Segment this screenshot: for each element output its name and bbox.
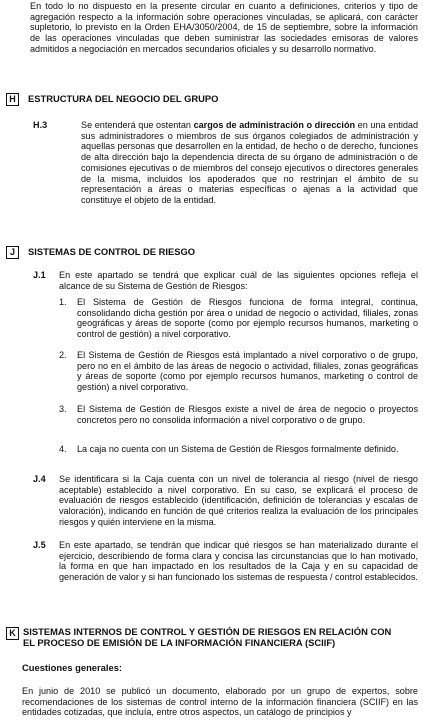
section-j-heading [6, 246, 418, 259]
j4-code: J.4 [33, 474, 46, 484]
h3-text-start: Se entenderá que ostentan [81, 120, 194, 130]
section-k-heading [6, 627, 418, 648]
list-item-number: 1. [59, 297, 67, 307]
j5-code: J.5 [33, 540, 46, 550]
list-item-number: 2. [59, 350, 67, 360]
j5-paragraph: En este apartado, se tendrán que indicar qué riesgos se han materializado durante el ejercicio, describiendo de forma clara y concisa las circunstancias que lo han motivado, la forma en que han impactado en los resultados de la Caja y en su capacidad de generación de valor y si han funcionado los sistemas de respuesta / control establecidos. [59, 540, 418, 583]
section-h-box: H [6, 93, 19, 106]
section-k-title-line2: EL PROCESO DE EMISIÓN DE LA INFORMACIÓN FINANCIERA (SCIIF) [23, 636, 336, 648]
h3-code: H.3 [33, 120, 48, 130]
list-item-text: La caja no cuenta con un Sistema de Gestión de Riesgos formalmente definido. [77, 444, 399, 454]
h3-paragraph [81, 120, 418, 206]
list-item-number: 4. [59, 444, 67, 454]
section-k-title-line1: SISTEMAS INTERNOS DE CONTROL Y GESTIÓN DE RIESGOS EN RELACIÓN CON [23, 626, 392, 637]
list-item-text: El Sistema de Gestión de Riesgos funciona de forma integral, continua, consolidando dicha gestión por área o unidad de negocio o actividad, filiales, zonas geográficas y áreas de soporte (como por ejemplo recursos humanos, marketing o control de gestión) a nivel corporativo. [77, 297, 418, 340]
section-j-box: J [6, 246, 19, 259]
section-k-box: K [6, 627, 19, 640]
section-h-title: ESTRUCTURA DEL NEGOCIO DEL GRUPO [28, 93, 219, 105]
j4-paragraph: Se identificara si la Caja cuenta con un nivel de tolerancia al riesgo (nivel de riesgo aceptable) establecido a nivel corporativo. En su caso, se explicará el proceso de evaluación de riesgos establecido (identificación, definición de tolerancias y escalas de valoración), indicando en función de qué criterios realiza la evaluación de los principales riesgos y quién interviene en la misma. [59, 474, 418, 527]
h3-bold-term: cargos de administración o dirección [193, 120, 356, 130]
h3-text-end: en una entidad sus administradores o miembros de sus órganos colegiados de administración y aquellas personas que desarrollen en la entidad, de hecho o de derecho, funciones de alta dirección bajo la dependencia directa de su órgano de administración o de comisiones ejecutivas o de miembros del consejo ejecutivos o directores generales de la misma, incluidos los apoderados que no restrinjan el ámbito de su representación a áreas o materias específicas o ajenas a la actividad que constituye el objeto de la entidad. [81, 120, 419, 205]
j1-paragraph: En este apartado se tendrá que explicar cuál de las siguientes opciones refleja el alcance de su Sistema de Gestión de Riesgos: [59, 270, 418, 291]
section-k-paragraph: En junio de 2010 se publicó un documento, elaborado por un grupo de expertos, sobre recomendaciones de los sistemas de control interno de la información financiera (SCIIF) en las entidades cotizadas, que incluía, entre otros aspectos, un catálogo de principios y [22, 686, 418, 718]
section-j-title: SISTEMAS DE CONTROL DE RIESGO [28, 246, 196, 258]
list-item-text: El Sistema de Gestión de Riesgos está implantado a nivel corporativo o de grupo, pero no en el ámbito de las áreas de negocio o actividad, filiales, zonas geográficas y áreas de soporte (como por ejemplo recursos humanos, marketing o control de gestión) a nivel corporativo. [77, 350, 418, 393]
intro-paragraph: En todo lo no dispuesto en la presente circular en cuanto a definiciones, criterios y tipo de agregación respecto a la información sobre operaciones vinculadas, se aplicará, con carácter supletorio, lo previsto en la Orden EHA/3050/2004, de 15 de septiembre, sobre la información de las operaciones vinculadas que deben suministrar las sociedades emisoras de valores admitidos a negociación en mercados secundarios oficiales y su desarrollo normativo. [30, 1, 418, 54]
j1-code: J.1 [33, 270, 46, 280]
section-h-heading [6, 93, 418, 106]
cuestiones-subheading: Cuestiones generales: [22, 662, 123, 673]
list-item-number: 3. [59, 404, 67, 414]
list-item-text: El Sistema de Gestión de Riesgos existe a nivel de área de negocio o proyectos concretos pero no consolida información a nivel corporativo o de grupo. [77, 404, 418, 425]
